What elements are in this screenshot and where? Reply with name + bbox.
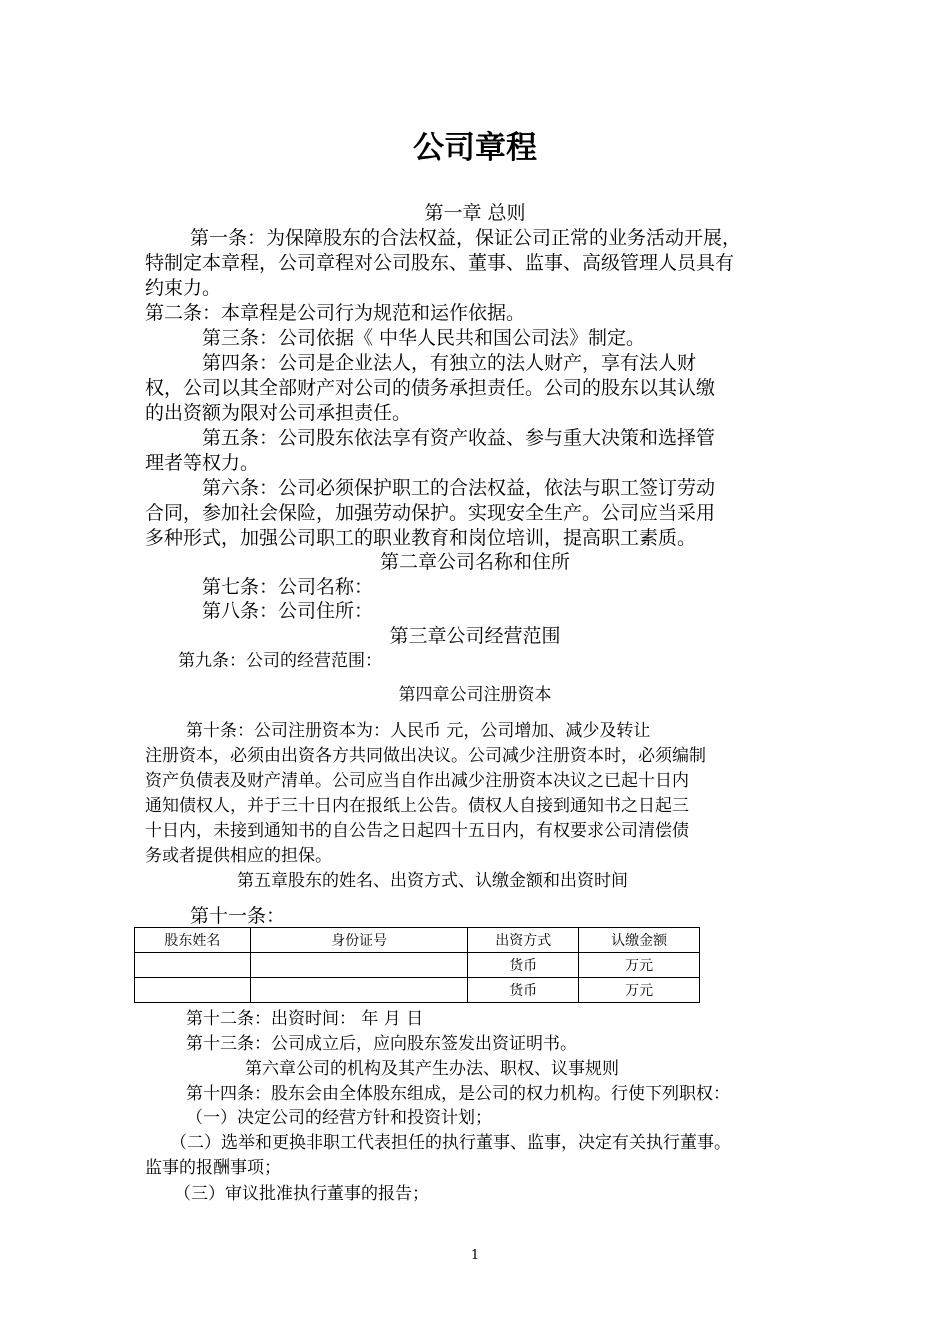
table-cell xyxy=(135,978,251,1003)
paragraph-line: （一）决定公司的经营方针和投资计划； xyxy=(186,1108,492,1128)
paragraph-line: 理者等权力。 xyxy=(145,452,260,474)
paragraph-line: 第七条：公司名称： xyxy=(202,576,374,598)
paragraph-line: 注册资本，必须由出资各方共同做出决议。公司减少注册资本时，必须编制 xyxy=(145,746,706,766)
paragraph-line: 第二条：本章程是公司行为规范和运作依据。 xyxy=(145,302,526,324)
shareholder-table xyxy=(134,927,700,1003)
chapter-heading: 第五章股东的姓名、出资方式、认缴金额和出资时间 xyxy=(237,871,628,891)
paragraph-line: 第九条：公司的经营范围： xyxy=(178,651,382,671)
paragraph-line: 第十一条： xyxy=(190,905,286,927)
paragraph-line: 第六条：公司必须保护职工的合法权益，依法与职工签订劳动 xyxy=(202,477,716,499)
paragraph-line: （三）审议批准执行董事的报告； xyxy=(174,1184,429,1204)
paragraph-line: 多种形式，加强公司职工的职业教育和岗位培训，提高职工素质。 xyxy=(145,527,697,549)
chapter-heading: 第三章公司经营范围 xyxy=(389,625,561,647)
table-row xyxy=(135,953,700,978)
chapter-heading: 第二章公司名称和住所 xyxy=(379,551,570,573)
table-cell: 货币 xyxy=(468,978,579,1003)
paragraph-line: 特制定本章程，公司章程对公司股东、董事、监事、高级管理人员具有 xyxy=(145,252,735,274)
table-header-cell: 身份证号 xyxy=(250,928,468,953)
paragraph-line: 第十四条：股东会由全体股东组成，是公司的权力机构。行使下列职权： xyxy=(186,1084,730,1104)
paragraph-line: 第一条：为保障股东的合法权益，保证公司正常的业务活动开展， xyxy=(190,227,742,249)
paragraph-line: 务或者提供相应的担保。 xyxy=(145,846,332,866)
table-header-cell: 股东姓名 xyxy=(135,928,251,953)
table-cell: 万元 xyxy=(579,978,700,1003)
table-header-cell: 出资方式 xyxy=(468,928,579,953)
paragraph-line: 第三条：公司依据《 中华人民共和国公司法》制定。 xyxy=(202,327,646,349)
paragraph-line: 合同，参加社会保险，加强劳动保护。实现安全生产。公司应当采用 xyxy=(145,502,716,524)
paragraph-line: 第五条：公司股东依法享有资产收益、参与重大决策和选择管 xyxy=(202,427,716,449)
table-cell: 货币 xyxy=(468,953,579,978)
paragraph-line: 第十条：公司注册资本为：人民币 元，公司增加、减少及转让 xyxy=(186,721,651,741)
paragraph-line: （二）选举和更换非职工代表担任的执行董事、监事，决定有关执行董事。 xyxy=(170,1133,731,1153)
table-header-row xyxy=(135,928,700,953)
paragraph-line: 第十二条：出资时间： 年 月 日 xyxy=(186,1009,424,1029)
paragraph-line: 资产负债表及财产清单。公司应当自作出减少注册资本决议之已起十日内 xyxy=(145,771,689,791)
chapter-heading: 第一章 总则 xyxy=(424,202,526,224)
paragraph-line: 第十三条：公司成立后，应向股东签发出资证明书。 xyxy=(186,1034,577,1054)
table-cell: 万元 xyxy=(579,953,700,978)
paragraph-line: 的出资额为限对公司承担责任。 xyxy=(145,402,412,424)
table-cell xyxy=(250,978,468,1003)
paragraph-line: 第八条：公司住所： xyxy=(202,600,374,622)
chapter-heading: 第六章公司的机构及其产生办法、职权、议事规则 xyxy=(245,1059,619,1079)
paragraph-line: 通知债权人，并于三十日内在报纸上公告。债权人自接到通知书之日起三 xyxy=(145,796,689,816)
paragraph-line: 约束力。 xyxy=(145,277,222,299)
page-number: 1 xyxy=(470,1248,480,1263)
table-cell xyxy=(250,953,468,978)
paragraph-line: 权，公司以其全部财产对公司的债务承担责任。公司的股东以其认缴 xyxy=(145,377,716,399)
table-row xyxy=(135,978,700,1003)
paragraph-line: 监事的报酬事项； xyxy=(145,1158,281,1178)
chapter-heading: 第四章公司注册资本 xyxy=(398,685,552,705)
table-header-cell: 认缴金额 xyxy=(579,928,700,953)
document-title: 公司章程 xyxy=(413,130,537,166)
paragraph-line: 十日内，未接到通知书的自公告之日起四十五日内，有权要求公司清偿债 xyxy=(145,821,689,841)
paragraph-line: 第四条：公司是企业法人，有独立的法人财产，享有法人财 xyxy=(202,352,697,374)
table-cell xyxy=(135,953,251,978)
